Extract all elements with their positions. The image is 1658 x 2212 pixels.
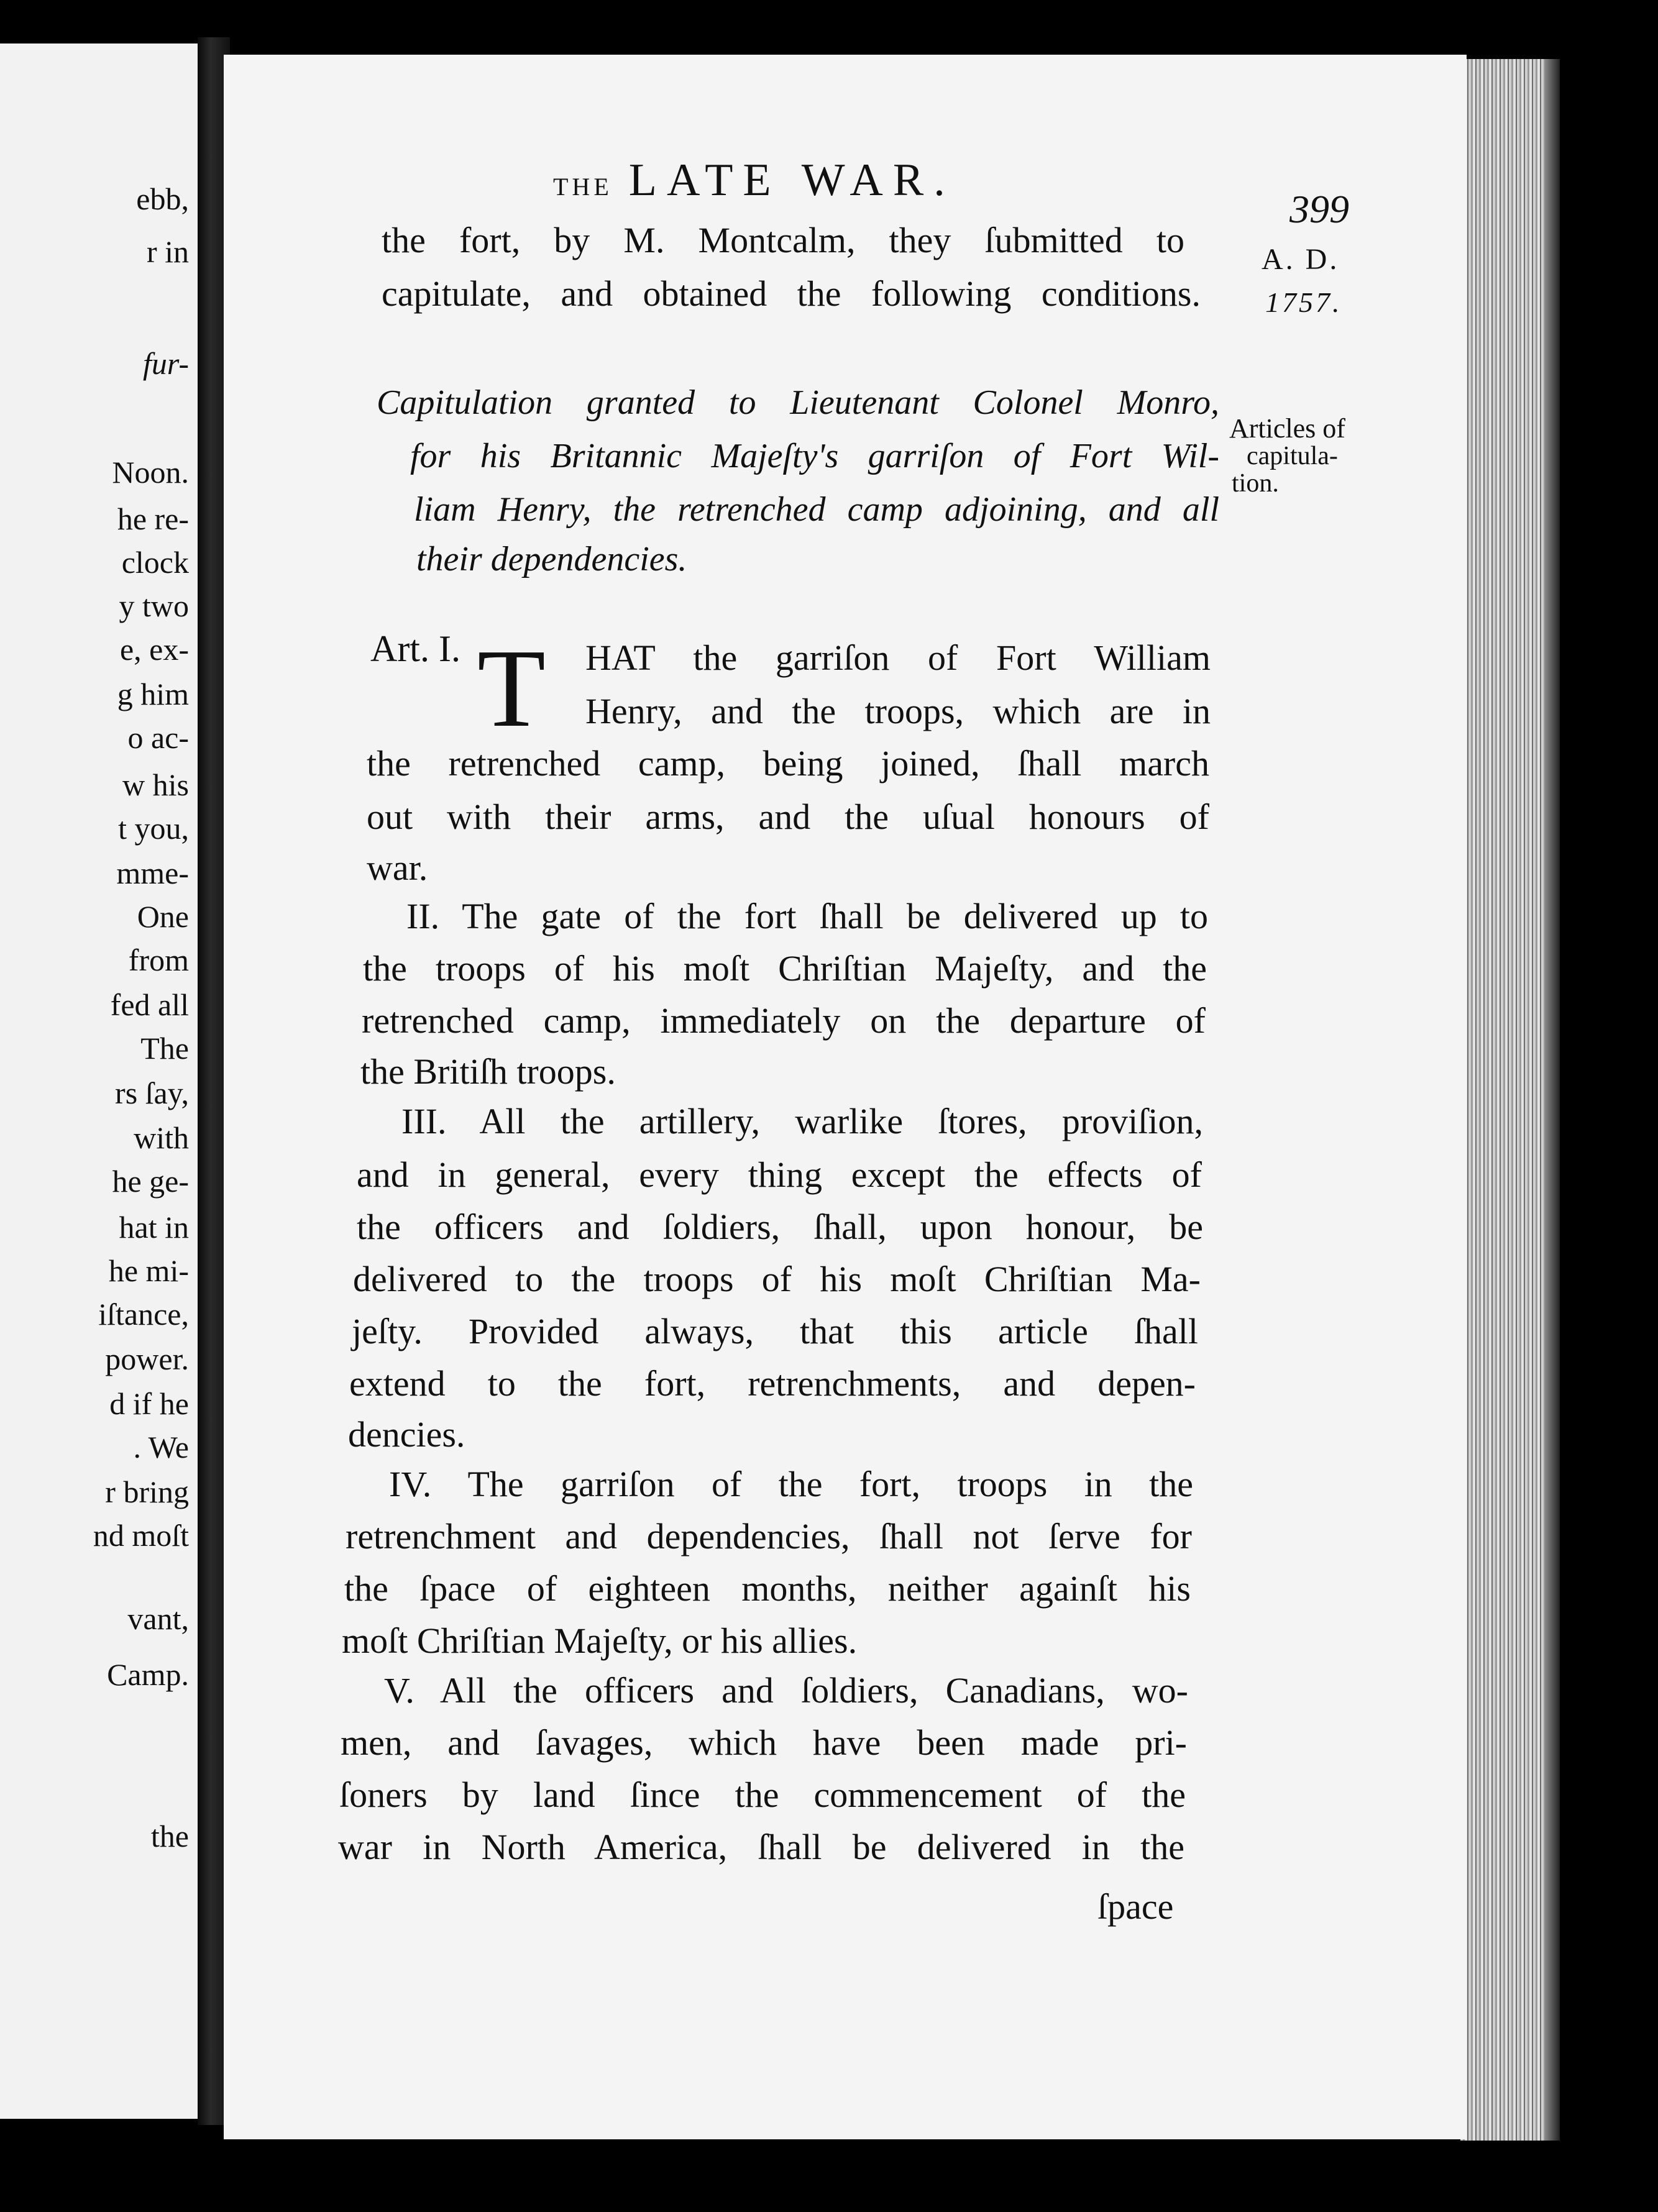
left-page-fragment: hat in [119,1210,189,1245]
left-page-fragment: One [137,899,189,934]
left-page-fragment: The [140,1031,189,1066]
left-page-fragment: t you, [118,811,189,846]
article-line: dencies. [348,1414,465,1455]
left-page-fragment: iſtance, [98,1297,189,1332]
left-page-fragment: clock [121,545,189,580]
left-page-fragment: from [128,943,189,977]
intro-line: the fort, by M. Montcalm, they ſubmitted to [382,220,1184,260]
article-line: ſoners by land ſince the commencement of the [339,1775,1186,1815]
left-page [0,43,198,2119]
left-page-fragment: Camp. [107,1657,189,1692]
left-page-fragment: vant, [127,1601,189,1636]
catchword: ſpace [1097,1886,1174,1927]
left-page-fragment: w his [122,767,189,802]
article-line: IV. The garriſon of the fort, troops in the [389,1464,1193,1504]
left-page-fragment: nd moſt [93,1518,189,1553]
article-line: men, and ſavages, which have been made pri- [341,1722,1187,1763]
left-page-fragment: with [134,1120,189,1155]
article-line: retrenchment and dependencies, ſhall not ſerve for [346,1516,1192,1556]
capitulation-heading-line: their dependencies. [416,540,687,578]
left-page-fragment: Noon. [112,455,189,490]
article-line: the ſpace of eighteen months, neither againſt his [344,1568,1191,1609]
margin-note-line: tion. [1232,469,1279,498]
left-page-fragment: r bring [105,1474,189,1509]
left-page-fragment: o ac- [127,720,189,755]
left-page-fragment: ebb, [136,181,189,216]
left-page-fragment: he ge- [112,1164,189,1199]
left-page-fragment: the [150,1819,189,1853]
article-line: extend to the fort, retrenchments, and depen- [349,1363,1196,1404]
capitulation-heading-line: liam Henry, the retrenched camp adjoining, and all [414,490,1219,529]
capitulation-heading-line: Capitulation granted to Lieutenant Colonel Monro, [377,383,1219,422]
article-line: the Britiſh troops. [360,1051,616,1092]
margin-note [1229,415,1345,497]
article-label: Art. I. [370,628,460,669]
article-line: the troops of his moſt Chriſtian Majeſty, and the [363,948,1207,989]
article-line: II. The gate of the fort ſhall be delivered up to [406,896,1208,936]
article-line: out with their arms, and the uſual honours of [367,797,1209,837]
article-line: and in general, every thing except the effects of [357,1154,1202,1195]
article-line: retrenched camp, immediately on the departure of [362,1000,1206,1041]
article-line: Henry, and the troops, which are in [585,691,1211,731]
left-page-fragment: e, ex- [119,632,189,667]
left-page-fragment: g him [117,677,189,711]
margin-year-ad: A. D. [1262,243,1340,276]
article-line: war in North America, ſhall be delivered in the [338,1827,1184,1867]
left-page-fragment: r in [146,234,189,269]
article-line: III. All the artillery, warlike ſtores, proviſion, [401,1101,1203,1141]
article-line: war. [367,848,428,888]
capitulation-heading-line: for his Britannic Majeſty's garriſon of Fort Wil- [410,437,1219,475]
margin-note-line: capitula- [1247,442,1338,470]
left-page-fragment: y two [119,588,189,623]
left-page-fragment: rs ſay, [115,1076,189,1110]
margin-year: 1757. [1265,286,1342,318]
left-page-fragment: he re- [117,501,189,536]
article-line: jeſty. Provided always, that this article ſhall [352,1311,1198,1351]
intro-line: capitulate, and obtained the following conditions. [382,273,1201,314]
article-line: the retrenched camp, being joined, ſhall march [367,743,1209,784]
article-line: delivered to the troops of his moſt Chriſtian Ma- [353,1259,1201,1299]
left-page-fragment: . We [133,1430,189,1465]
left-page-fragment: fur- [143,346,189,381]
left-page-fragment: he mi- [108,1253,189,1288]
page-number: 399 [1289,187,1349,231]
left-page-fragment: fed all [110,987,189,1022]
article-line: HAT the garriſon of Fort William [585,638,1211,678]
page-edge [1460,59,1560,2141]
left-page-fragment: d if he [109,1386,189,1421]
left-page-fragment: power. [105,1341,189,1376]
drop-cap: T [477,626,546,750]
margin-note-line: Articles of [1229,413,1345,444]
running-head-the: THE [553,173,613,201]
left-page-fragment: mme- [116,856,189,890]
article-line: V. All the officers and ſoldiers, Canadians, wo- [384,1670,1188,1711]
article-line: moſt Chriſtian Majeſty, or his allies. [342,1620,858,1661]
running-head-title: LATE WAR. [628,155,955,206]
running-head [553,154,955,207]
article-line: the officers and ſoldiers, ſhall, upon honour, be [357,1207,1203,1247]
